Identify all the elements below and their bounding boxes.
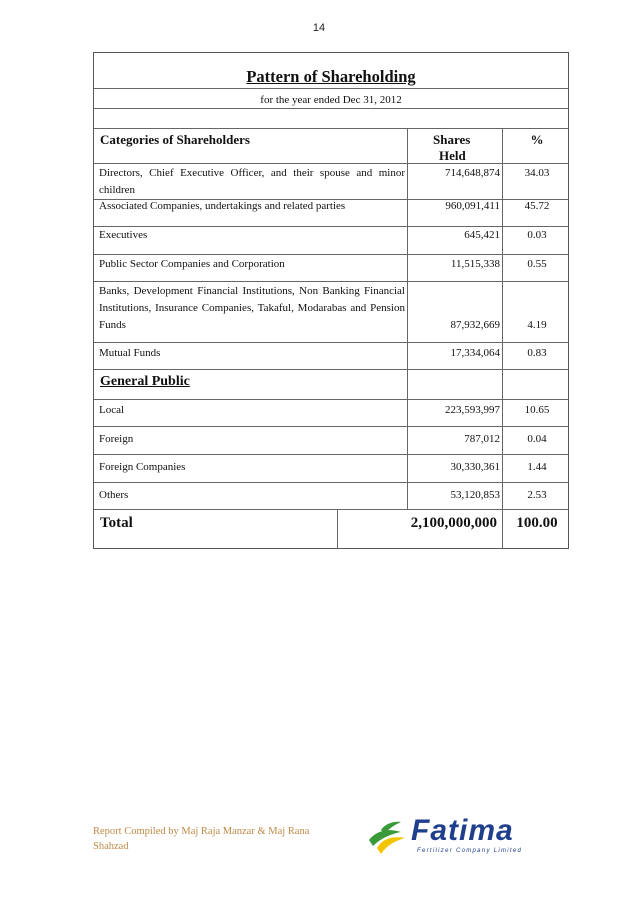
column-rule xyxy=(407,128,408,509)
table-rule xyxy=(94,482,568,483)
category-cell: Mutual Funds xyxy=(99,347,161,359)
percent-cell: 0.03 xyxy=(527,229,547,241)
table-rule xyxy=(94,128,568,129)
header-shares-line2: Held xyxy=(439,148,466,163)
column-rule xyxy=(502,128,503,549)
page-number: 14 xyxy=(312,22,326,34)
table-rule xyxy=(94,426,568,427)
total-percent: 100.00 xyxy=(516,515,558,531)
category-cell: Executives xyxy=(99,229,148,241)
shares-cell: 11,515,338 xyxy=(450,258,500,270)
table-rule xyxy=(94,254,568,255)
table-rule xyxy=(94,399,568,400)
fatima-logo xyxy=(367,814,577,858)
shares-cell: 645,421 xyxy=(464,229,500,241)
percent-cell: 4.19 xyxy=(527,319,547,331)
percent-cell: 45.72 xyxy=(524,200,550,212)
shares-cell: 87,932,669 xyxy=(450,319,500,331)
shares-cell: 53,120,853 xyxy=(450,489,500,501)
report-footer: Report Compiled by Maj Raja Manzar & Maj Rana Shahzad xyxy=(93,826,310,852)
percent-cell: 2.53 xyxy=(527,489,547,501)
shares-cell: 30,330,361 xyxy=(450,461,500,473)
table-rule xyxy=(94,88,568,89)
table-subtitle: for the year ended Dec 31, 2012 xyxy=(260,94,402,106)
table-rule xyxy=(94,454,568,455)
shareholding-table xyxy=(93,52,569,549)
percent-cell: 10.65 xyxy=(524,404,550,416)
shares-cell: 714,648,874 xyxy=(445,167,500,179)
logo-tagline: Fertilizer Company Limited xyxy=(417,848,523,854)
category-cell: Others xyxy=(99,489,129,501)
column-rule xyxy=(337,509,338,549)
total-label: Total xyxy=(100,515,133,531)
table-rule xyxy=(94,509,568,510)
percent-cell: 0.04 xyxy=(527,433,547,445)
shares-cell: 960,091,411 xyxy=(445,200,500,212)
header-shares-line1: Shares xyxy=(433,132,471,147)
leaf-logo-icon xyxy=(367,818,407,856)
general-public-heading: General Public xyxy=(100,374,190,389)
percent-cell: 0.83 xyxy=(527,347,547,359)
category-cell: Associated Companies, undertakings and related parties xyxy=(99,200,346,212)
category-cell: Foreign xyxy=(99,433,134,445)
percent-cell: 34.03 xyxy=(524,167,550,179)
table-rule xyxy=(94,108,568,109)
percent-cell: 1.44 xyxy=(527,461,547,473)
category-cell: Public Sector Companies and Corporation xyxy=(99,258,285,270)
category-cell: Foreign Companies xyxy=(99,461,186,473)
table-title: Pattern of Shareholding xyxy=(246,67,416,86)
table-rule xyxy=(94,163,568,164)
logo-wordmark: Fatima xyxy=(411,814,514,847)
table-rule xyxy=(94,281,568,282)
shares-cell: 17,334,064 xyxy=(450,347,500,359)
category-cell: Banks, Development Financial Institutions, Non Banking Financial Institutions, Insurance Companies, Takaful, Modarabas and Pension Funds xyxy=(99,285,405,331)
table-rule xyxy=(94,369,568,370)
category-cell: Local xyxy=(99,404,125,416)
header-categories: Categories of Shareholders xyxy=(100,132,250,147)
category-cell: Directors, Chief Executive Officer, and their spouse and minor children xyxy=(99,167,405,196)
shares-cell: 787,012 xyxy=(464,433,500,445)
shares-cell: 223,593,997 xyxy=(445,404,500,416)
header-percent: % xyxy=(530,132,544,147)
percent-cell: 0.55 xyxy=(527,258,547,270)
total-shares: 2,100,000,000 xyxy=(410,515,497,531)
table-rule xyxy=(94,342,568,343)
